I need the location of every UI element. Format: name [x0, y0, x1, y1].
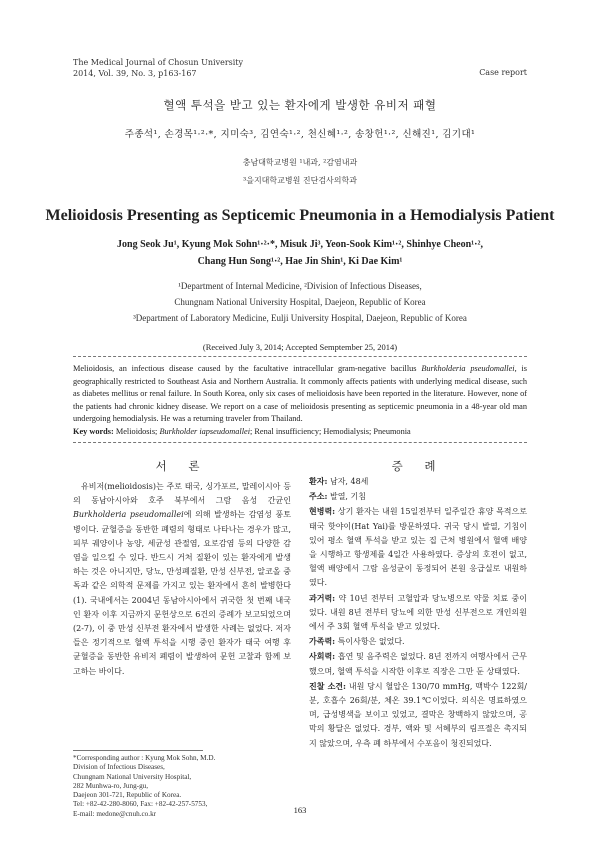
- intro-text: [73, 480, 291, 679]
- exam-label: 진찰 소견:: [309, 680, 346, 691]
- received-date: (Received July 3, 2014; Accepted Semptember 25, 2014): [202, 342, 398, 352]
- abstract-part2: , is geographically restricted to Southeast Asia and Northern Australia. It commonly affects patients with underlying medical disease, such as diabetes mellitus or renal failure. In South Korea, only six cases of melioidosis have been reported in the literature. However, none of the patients had chronic kidney disease. We report on a case of melioidosis presenting as septicemic pneumonia in a 48-year old man undergoing hemodialysis. He was a returning traveler from Thailand.: [73, 364, 527, 423]
- keyword-3: ; Renal insufficiency; Hemodialysis; Pneumonia: [250, 427, 411, 436]
- keywords: [73, 426, 527, 438]
- english-title: Melioidosis Presenting as Septicemic Pneumonia in a Hemodialysis Patient: [45, 207, 555, 224]
- footnote-line-2: Division of Infectious Diseases,: [73, 763, 165, 772]
- exam-text: 내원 당시 혈압은 130/70 mmHg, 맥박수 122회/분, 호흡수 26회/분, 체온 39.1℃이었다. 의식은 명료하였으며, 급성병색을 보이고 있었고, 결막은 창백하지 않았으며, 공막의 황달은 없었다. 경부, 액와 및 서혜부의 림프절은 촉지되지 않았으며, 우측 폐 하부에서 수포음이 청진되었다.: [309, 681, 527, 748]
- journal-header: [73, 57, 243, 79]
- patient-value: 남자, 48세: [327, 477, 369, 486]
- family-history-text: 특이사항은 없었다.: [335, 637, 405, 647]
- footnote-line-7: E-mail: medone@cnuh.co.kr: [73, 809, 157, 818]
- english-affiliation-1: ¹Department of Internal Medicine, ²Division of Infectious Diseases,: [178, 281, 422, 291]
- footnote-line-4: 282 Munhwa-ro, Jung-gu,: [73, 781, 149, 790]
- abstract: [73, 363, 527, 426]
- footnote-rule: [73, 750, 203, 751]
- intro-heading: 서 론: [155, 459, 209, 473]
- family-history-label: 가족력:: [309, 636, 336, 647]
- journal-citation: 2014, Vol. 39, No. 3, p163-167: [73, 69, 197, 78]
- patient-label: 환자:: [309, 476, 328, 486]
- keywords-label: Key words:: [73, 427, 116, 436]
- english-affiliation-2: Chungnam National University Hospital, Daejeon, Republic of Korea: [174, 297, 426, 307]
- footnote-line-3: Chungnam National University Hospital,: [73, 772, 192, 781]
- abstract-top-rule: [73, 356, 527, 357]
- korean-affiliation-2: ³을지대학교병원 진단검사의학과: [243, 176, 357, 185]
- intro-organism: Burkholderia pseudomallei: [73, 510, 184, 520]
- chief-complaint-value: 발열, 기침: [327, 492, 366, 502]
- hpi-text: 상기 환자는 내원 15일전부터 일주일간 휴양 목적으로 태국 핫야이(Hat Yai)를 방문하였다. 귀국 당시 발열, 기침이 있어 평소 혈액 투석을 받고 있는 집 근처 병원에서 혈액 배양을 시행하고 항생제를 4일간 사용하였다. 증상의 호전이 없고, 혈액 배양에서 그람 음성균이 동정되어 본원 응급실로 내원하였다.: [309, 507, 527, 588]
- case-heading: 증 례: [391, 459, 445, 473]
- chief-complaint-label: 주소:: [309, 491, 328, 502]
- pmh-label: 과거력:: [309, 592, 336, 603]
- footnote-line-5: Daejeon 301-721, Republic of Korea.: [73, 791, 182, 800]
- abstract-bottom-rule: [73, 442, 527, 443]
- english-affiliation-3: ³Department of Laboratory Medicine, Eulji University Hospital, Daejeon, Republic of Korea: [133, 313, 467, 323]
- keyword-1: Melioidosis;: [115, 427, 160, 436]
- korean-affiliation-1: 충남대학교병원 ¹내과, ²감염내과: [242, 158, 358, 167]
- intro-part2: 에 의해 발생하는 감염성 풍토병이다. 균혈증을 동반한 폐렴의 형태로 나타나는 경우가 많고, 피부 궤양이나 농양, 세균성 관절염, 요로감염 등의 다양한 감염을 일으킬 수 있다. 반드시 거처 질환이 있는 환자에게 발생하는 것은 아니지만, 당뇨, 만성폐질환, 만성 신부전, 알코올 중독과 같은 의학적 문제를 가지고 있는 환자에서 흔히 발병한다(1). 국내에서는 2004년 동남아시아에서 귀국한 첫 번째 내국인 환자 이후 지금까지 문헌상으로 6건의 증례가 보고되었으며(2-7), 이 중 만성 신부전 환자에서 발생한 사례는 없었다. 저자들은 정기적으로 혈액 투석을 시행 중인 환자가 태국 여행 후 균혈증을 동반한 유비저 폐렴이 발생하여 문헌 고찰과 함께 보고하는 바이다.: [73, 510, 291, 676]
- english-authors-line1: Jong Seok Ju¹, Kyung Mok Sohn¹·²·*, Misuk Ji³, Yeon-Sook Kim¹·², Shinhye Cheon¹·²,: [117, 239, 483, 250]
- page-number: 163: [293, 805, 307, 815]
- journal-name: The Medical Journal of Chosun University: [73, 58, 244, 67]
- case-text: [309, 474, 527, 751]
- intro-part1: 유비저(melioidosis)는 주로 태국, 싱가포르, 말레이시아 등의 동남아시아와 호주 북부에서 그람 음성 간균인: [73, 482, 291, 506]
- social-history-text: 흡연 및 음주력은 없었다. 8년 전까지 여행사에서 근무했으며, 혈액 투석을 시작한 이후로 직장은 그만 둔 상태였다.: [309, 652, 527, 676]
- hpi-label: 현병력:: [309, 506, 336, 517]
- english-authors-line2: Chang Hun Song¹·², Hae Jin Shin¹, Ki Dae Kim¹: [197, 256, 403, 267]
- korean-authors: 주종석¹, 손경목¹·²·*, 지미숙³, 김연숙¹·², 천신혜¹·², 송창헌¹·², 신해진¹, 김기대¹: [124, 129, 476, 140]
- article-type: Case report: [479, 68, 527, 77]
- footnote-line-1: *Corresponding author : Kyung Mok Sohn, M.D.: [73, 754, 216, 762]
- social-history-label: 사회력:: [309, 651, 336, 662]
- abstract-organism: Burkholderia pseudomallei: [421, 364, 515, 373]
- keyword-2: Burkholder iapseudomallei: [159, 427, 251, 436]
- abstract-part1: Melioidosis, an infectious disease caused by the facultative intracellular gram-negative bacillus: [73, 364, 422, 373]
- pmh-text: 약 10년 전부터 고혈압과 당뇨병으로 약물 치료 중이었다. 내원 8년 전부터 당뇨에 의한 만성 신부전으로 개인의원에서 주 3회 혈액 투석을 받고 있었다.: [309, 593, 527, 632]
- korean-title: 혈액 투석을 받고 있는 환자에게 발생한 유비저 패혈: [163, 98, 437, 112]
- footnote-line-6: Tel: +82-42-280-8060, Fax: +82-42-257-5753,: [73, 800, 208, 809]
